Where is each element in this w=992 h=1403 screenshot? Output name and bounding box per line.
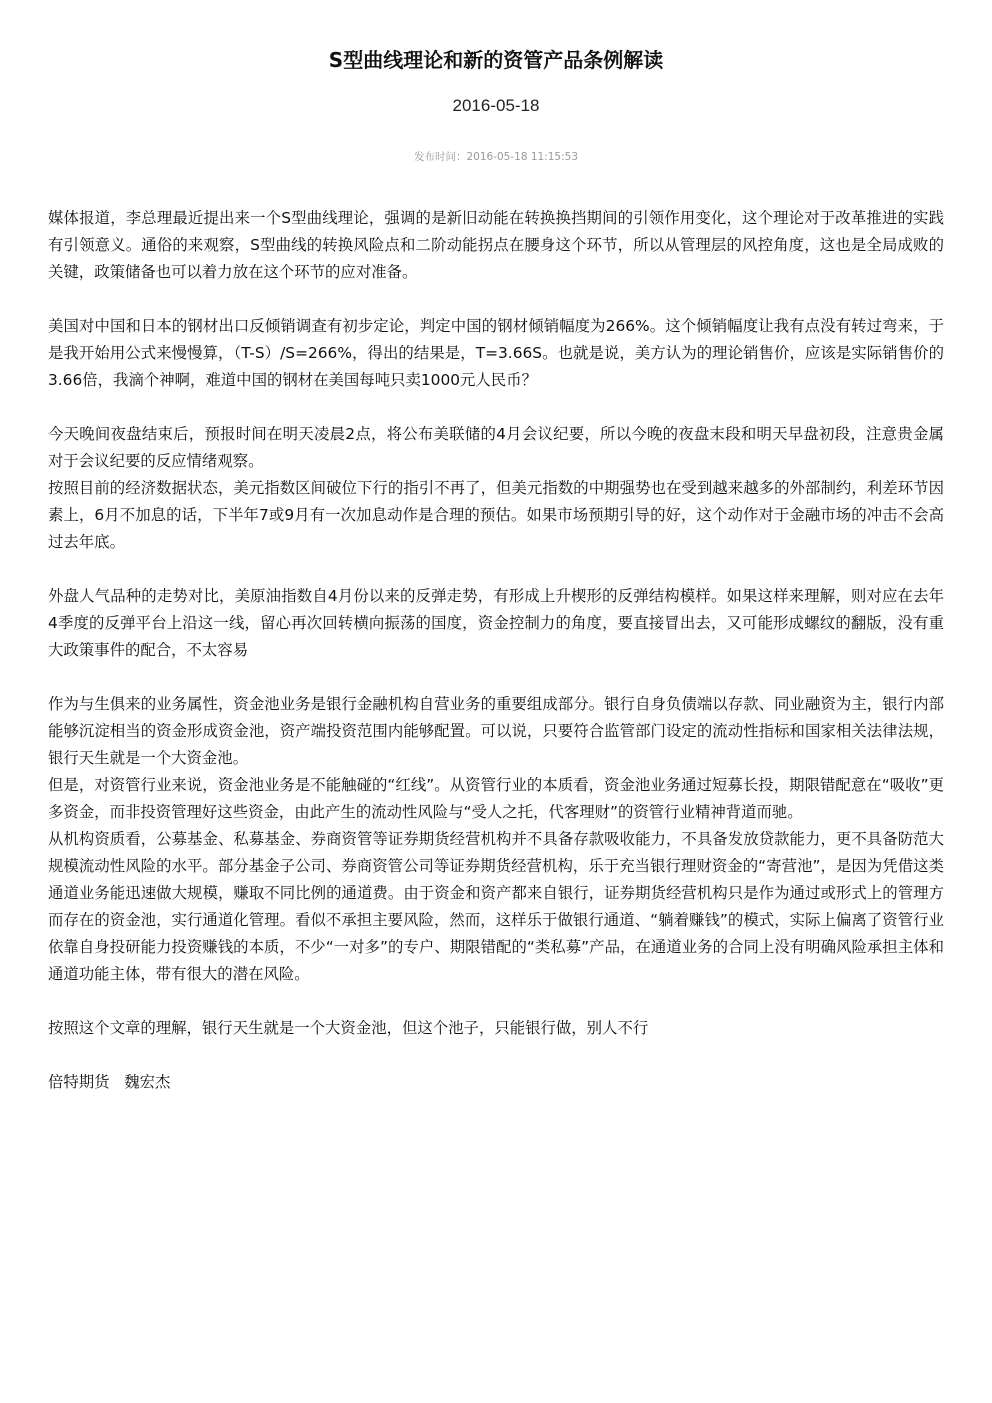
paragraph-s-curve: 媒体报道，李总理最近提出来一个S型曲线理论，强调的是新旧动能在转换换挡期间的引领作用变化，这个理论对于改革推进的实践有引领意义。通俗的来观察，S型曲线的转换风险点和二阶动能拐点在腰身这个环节，所以从管理层的风控角度，这也是全局成败的关键，政策储备也可以着力放在这个环节的应对准备。 xyxy=(48,209,944,281)
paragraph-institution-qualification: 从机构资质看，公募基金、私募基金、券商资管等证券期货经营机构并不具备存款吸收能力，不具备发放贷款能力，更不具备防范大规模流动性风险的水平。部分基金子公司、券商资管公司等证券期货经营机构，乐于充当银行理财资金的“寄营池”，是因为凭借这类通道业务能迅速做大规模，赚取不同比例的通道费。由于资金和资产都来自银行，证券期货经营机构只是作为通过或形式上的管理方而存在的资金池，实行通道化管理。看似不承担主要风险，然而，这样乐于做银行通道、“躺着赚钱”的模式，实际上偏离了资管行业依靠自身投研能力投资赚钱的本质，不少“一对多”的专户、期限错配的“类私募”产品，在通道业务的合同上没有明确风险承担主体和通道功能主体，带有很大的潜在风险。 xyxy=(48,830,944,983)
article-body xyxy=(48,205,944,1096)
paragraph-conclusion: 按照这个文章的理解，银行天生就是一个大资金池，但这个池子，只能银行做，别人不行 xyxy=(48,1019,649,1037)
paragraph-fund-pool-attributes: 作为与生俱来的业务属性，资金池业务是银行金融机构自营业务的重要组成部分。银行自身负债端以存款、同业融资为主，银行内部能够沉淀相当的资金形成资金池，资产端投资范围内能够配置。可以说，只要符合监管部门设定的流动性指标和国家相关法律法规，银行天生就是一个大资金池。 xyxy=(48,695,944,767)
paragraph-red-line: 但是，对资管行业来说，资金池业务是不能触碰的“红线”。从资管行业的本质看，资金池业务通过短募长投，期限错配意在“吸收”更多资金，而非投资管理好这些资金，由此产生的流动性风险与“受人之托，代客理财”的资管行业精神背道而驰。 xyxy=(48,776,944,821)
paragraph-steel-antidumping: 美国对中国和日本的钢材出口反倾销调查有初步定论，判定中国的钢材倾销幅度为266%。这个倾销幅度让我有点没有转过弯来，于是我开始用公式来慢慢算，（T-S）/S=266%，得出的结果是，T=3.66S。也就是说，美方认为的理论销售价，应该是实际销售价的3.66倍，我滴个神啊，难道中国的钢材在美国每吨只卖1000元人民币？ xyxy=(48,317,944,389)
article-date: 2016-05-18 xyxy=(452,96,540,115)
author-signature: 倍特期货 魏宏杰 xyxy=(48,1073,171,1091)
publish-time-value: 2016-05-18 11:15:53 xyxy=(466,151,579,163)
publish-time-label: 发布时间： xyxy=(413,151,467,163)
article-title: S型曲线理论和新的资管产品条例解读 xyxy=(328,48,664,72)
paragraph-crude-oil: 外盘人气品种的走势对比，美原油指数自4月份以来的反弹走势，有形成上升楔形的反弹结构模样。如果这样来理解，则对应在去年4季度的反弹平台上沿这一线，留心再次回转横向振荡的国度，资金控制力的角度，要直接冒出去，又可能形成螺纹的翻版，没有重大政策事件的配合，不太容易 xyxy=(48,587,944,659)
paragraph-fed-minutes: 今天晚间夜盘结束后，预报时间在明天凌晨2点，将公布美联储的4月会议纪要，所以今晚的夜盘末段和明天早盘初段，注意贵金属对于会议纪要的反应情绪观察。 xyxy=(48,425,944,470)
publish-time xyxy=(0,149,992,165)
paragraph-dollar-index: 按照目前的经济数据状态，美元指数区间破位下行的指引不再了，但美元指数的中期强势也在受到越来越多的外部制约，利差环节因素上，6月不加息的话，下半年7或9月有一次加息动作是合理的预估。如果市场预期引导的好，这个动作对于金融市场的冲击不会高过去年底。 xyxy=(48,479,944,551)
